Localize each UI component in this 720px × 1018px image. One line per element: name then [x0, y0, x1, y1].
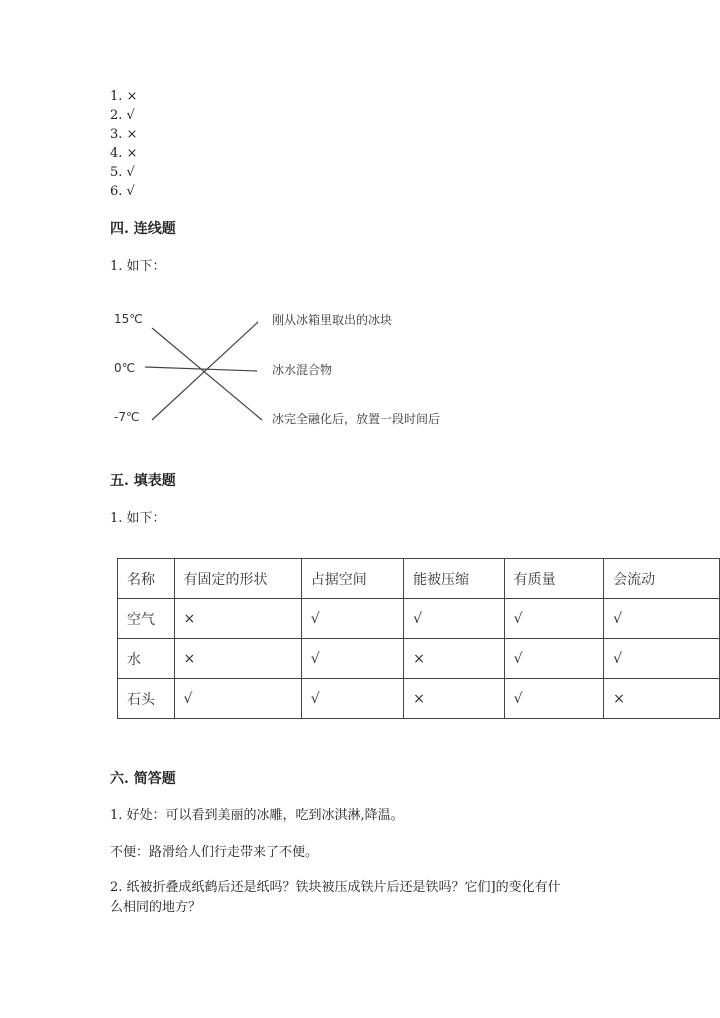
table-cell: √	[301, 679, 403, 719]
table-row	[118, 679, 720, 719]
section-5-title: 五. 填表题	[110, 473, 176, 489]
table-cell: 能被压缩	[404, 559, 504, 599]
table-cell: √	[604, 599, 720, 639]
table-cell: ×	[604, 679, 720, 719]
temp-15: 15℃	[114, 312, 143, 326]
table-cell: ×	[174, 639, 301, 679]
answer-5: 5. √	[110, 165, 135, 180]
table-cell: √	[504, 599, 604, 639]
table-cell: √	[504, 639, 604, 679]
question-6-2-line2: 么相同的地方？	[110, 900, 202, 915]
match-melted: 冰完全融化后，放置一段时间后	[272, 412, 441, 426]
line-0-to-icewater	[145, 367, 257, 371]
line-15-to-melted	[152, 328, 262, 420]
question-6-2-line1: 2. 纸被折叠成纸鹤后还是纸吗？铁块被压成铁片后还是铁吗？它们]的变化有什	[110, 880, 561, 895]
answer-6: 6. √	[110, 184, 135, 199]
answer-3: 3. ×	[110, 127, 138, 142]
table-header-row	[118, 559, 720, 599]
table-cell: √	[301, 639, 403, 679]
answer-6-1b: 不便：路滑给人们行走带来了不便。	[110, 845, 319, 860]
table-cell: 有固定的形状	[174, 559, 301, 599]
properties-table	[117, 558, 720, 719]
table-cell: 水	[118, 639, 175, 679]
table-cell: ×	[404, 679, 504, 719]
temp-minus7: -7℃	[114, 410, 140, 424]
table-cell: √	[301, 599, 403, 639]
temp-0: 0℃	[114, 361, 136, 375]
answer-6-1: 1. 好处：可以看到美丽的冰雕，吃到冰淇淋,降温。	[110, 808, 404, 823]
table-row	[118, 599, 720, 639]
answer-4: 4. ×	[110, 146, 138, 161]
table-cell: ×	[174, 599, 301, 639]
table-cell: √	[504, 679, 604, 719]
section-5-q1: 1. 如下：	[110, 511, 166, 526]
table-cell: 空气	[118, 599, 175, 639]
table-cell: √	[404, 599, 504, 639]
table-cell: 有质量	[504, 559, 604, 599]
table-cell: ×	[404, 639, 504, 679]
match-ice-fridge: 刚从冰箱里取出的冰块	[272, 313, 393, 327]
table-row	[118, 639, 720, 679]
answer-1: 1. ×	[110, 89, 138, 104]
section-6-title: 六. 简答题	[110, 771, 176, 787]
answer-2: 2. √	[110, 108, 135, 123]
section-4-title: 四. 连线题	[110, 221, 176, 237]
table-cell: 石头	[118, 679, 175, 719]
table-cell: √	[604, 639, 720, 679]
table-cell: 名称	[118, 559, 175, 599]
table-cell: √	[174, 679, 301, 719]
table-cell: 占据空间	[301, 559, 403, 599]
section-4-q1: 1. 如下：	[110, 259, 166, 274]
table-cell: 会流动	[604, 559, 720, 599]
match-ice-water: 冰水混合物	[272, 363, 333, 377]
